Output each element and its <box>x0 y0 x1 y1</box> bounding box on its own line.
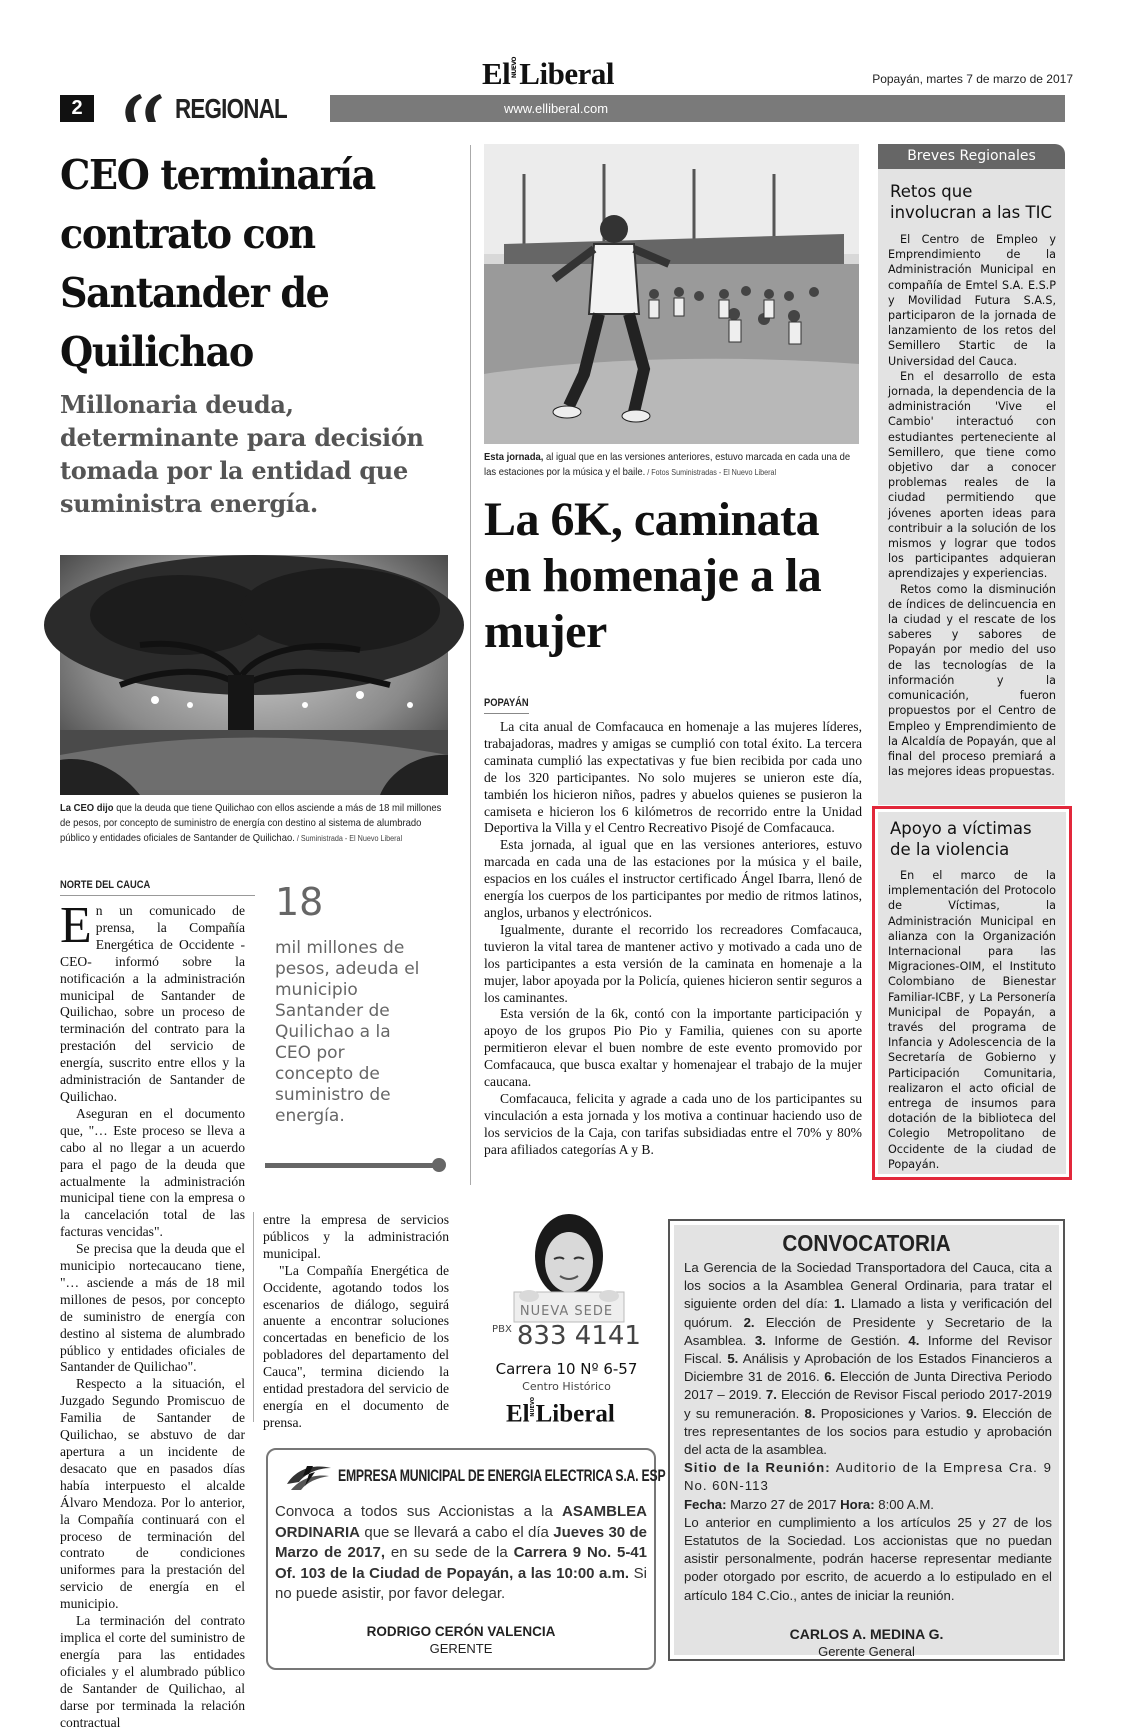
convocatoria-sign-name: CARLOS A. MEDINA G. <box>789 1626 944 1642</box>
agenda-item-number: 1. <box>833 1296 845 1312</box>
agenda-item-text: Elección de tres representantes de los socios para estudio y aprobación del acta de la asamblea. <box>684 1405 1052 1458</box>
brief-2-body <box>888 868 1056 1171</box>
pull-quote-text: mil millones de pesos, adeuda el municipio Santander de Quilichao a la CEO por concepto de suministro de energía. <box>275 938 420 1126</box>
column-separator <box>470 145 471 1185</box>
agenda-item-number: 7. <box>765 1387 777 1403</box>
convocatoria-agenda: La Gerencia de la Sociedad Transportadora del Cauca, cita a los socios a la Asamblea General Ordinaria, para tratar el siguiente orden del día: 1. Llamado a lista y verificación del quórum. 2. Elección de Presidente y Secretario de la Asamblea. 3. Informe de Gestión. 4. Informe del Revisor Fiscal. 5. Análisis y Aprobación de los Estados Financieros a Diciembre 31 de 2016. 6. Elección de Junta Directiva Periodo 2017 – 2019. 7. Elección de Revisor Fiscal periodo 2017-2019 y su remuneración. 8. Proposiciones y Varios. 9. Elección de tres representantes de los socios para estudio y aprobación del acta de la asamblea. <box>684 1260 1052 1458</box>
page-number: 2 <box>60 95 94 122</box>
header-rule <box>330 95 1065 122</box>
agenda-item-text: Informe del Revisor Fiscal. <box>684 1332 1052 1367</box>
ad-logo: ElNUEVOLiberal <box>506 1397 615 1428</box>
convocatoria-fecha: Fecha: Marzo 27 de 2017 Hora: 8:00 A.M. <box>684 1496 934 1512</box>
lightning-swoosh-icon <box>285 1462 333 1492</box>
walk-photo-caption <box>484 450 862 480</box>
article-paragraph: Aseguran en el documento que, "… Este proceso se lleva a cabo al no llegar a un acuerdo para el pago de la deuda que actualmente la administración municipal tiene con la empresa o la cancelación total de las facturas vencidas". <box>60 1105 245 1240</box>
agenda-item-number: 5. <box>727 1351 739 1367</box>
caption-credit: / Fotos Suministradas - El Nuevo Liberal <box>645 468 777 477</box>
article-paragraph: Se precisa que la deuda que el municipio nortecaucano tiene, "… asciende a más de 18 mil millones de pesos, por concepto de suministro de energía con destino al sistema de alumbrado público y entidades oficiales de Santander de Quilichao". <box>60 1241 245 1375</box>
convocatoria-sign-title: Gerente General <box>818 1644 915 1659</box>
agenda-item-number: 9. <box>966 1405 977 1421</box>
empresa-sign-name: RODRIGO CERÓN VALENCIA <box>366 1624 556 1639</box>
article-paragraph: Igualmente, durante el recorrido los recreadores Comfacauca, tuvieron la vital tarea de mantener activo y motivado a cada uno de los participantes a esta versión de la caminata en homenaje a la mujer, labor apoyada por la Policía, quienes hicieron sentir seguros a los caminantes. <box>484 921 862 1005</box>
convocatoria-sitio: Sitio de la Reunión: Auditorio de la Empresa Cra. 9 No. 60N-113 <box>684 1460 1052 1494</box>
breves-header: Breves Regionales <box>878 144 1065 169</box>
brief-paragraph: Retos como la disminución de índices de delincuencia en la ciudad y el rescate de los saberes y sabores de Popayán por medio del uso de las tecnologías de la información y la comunicación, fueron propuestos por el Centro de Empleo y Emprendimiento de la Alcaldía de Popayán, que al final del proceso premiará a las mejores ideas propuestas. <box>888 582 1056 779</box>
pbx-line <box>484 1321 649 1351</box>
left-article-column-1 <box>60 897 245 1730</box>
convocatoria-closing: Lo anterior en cumplimiento a los artículos 25 y 27 de los Estatutos de la Sociedad. Los accionistas que no puedan asistir personalmente, podrán hacerse representar mediante poder otorgado por escrito, de acuerdo a lo estipulado en el artículo 184 C.Cio., antes de iniciar la reunión. <box>684 1514 1052 1603</box>
main-subhead: Millonaria deuda, determinante para decisión tomada por la entidad que suministra energía. <box>60 390 424 518</box>
convocatoria-items <box>684 1296 1052 1457</box>
agenda-item-number: 3. <box>754 1332 766 1348</box>
empresa-body: Convoca a todos sus Accionistas a la ASAMBLEA ORDINARIA que se llevará a cabo el día Jueves 30 de Marzo de 2017, en su sede de la Carrera 9 No. 5-41 Of. 103 de la Ciudad de Popayán, a las 10:00 a.m. Si no puede asistir, por favor delegar. <box>275 1503 647 1602</box>
agenda-item-text: Proposiciones y Varios. <box>815 1405 966 1421</box>
caption-lead: Esta jornada, <box>484 451 544 463</box>
agenda-item-text: Elección de Junta Directiva Periodo 2017 – 2019. <box>684 1369 1052 1403</box>
website-link[interactable]: www.elliberal.com <box>504 101 609 116</box>
pull-quote-number: 18 <box>275 880 324 924</box>
agenda-item-text: Elección de Presidente y Secretario de la Asamblea. <box>684 1314 1052 1348</box>
convocatoria-body <box>684 1259 1052 1605</box>
agenda-item-text: Llamado a lista y verificación del quórum. <box>684 1296 1052 1330</box>
masthead-logo <box>482 56 642 96</box>
brief-1-title: Retos que involucran a las TIC <box>890 182 1052 222</box>
section-quote-icon <box>118 92 170 124</box>
pbx-label: PBX <box>492 1324 512 1335</box>
pull-quote-dot-icon <box>432 1158 446 1172</box>
masthead-liberal: Liberal <box>519 56 614 91</box>
pbx-number[interactable]: 833 4141 <box>516 1321 641 1351</box>
byline-rule <box>484 713 529 714</box>
walk-event-photo <box>484 144 859 444</box>
brief-paragraph: En el marco de la implementación del Protocolo de Víctimas, la Administración Municipal en alianza con la Organización Internacional para las Migraciones-OIM, el Instituto Colombiano de Bienestar Familiar-ICBF, y La Personería Municipal de Popayán, a través del programa de Infancia y Adolescencia de la Secretaría de Gobierno y Participación Comunitaria, realizaron el acto oficial de entrega de insumos para dotación de la biblioteca del Colegio Metropolitano de Occidente de la ciudad de Popayán. <box>888 869 1056 1171</box>
caption-credit: / Suministrada - El Nuevo Liberal <box>294 834 403 843</box>
agenda-item-number: 2. <box>743 1314 755 1330</box>
column-separator <box>253 1212 254 1422</box>
masthead-nuevo: NUEVO <box>511 56 519 78</box>
brief-2-title: Apoyo a víctimas de la violencia <box>890 819 1032 859</box>
ad-centro: Centro Histórico <box>522 1380 611 1393</box>
agenda-item-number: 4. <box>908 1332 920 1348</box>
agenda-item-number: 6. <box>824 1369 836 1385</box>
article-paragraph: Respecto a la situación, el Juzgado Segundo Promiscuo de Familia de Santander de Quilichao, se abstuvo de dar apertura a un incidente de desacato que en pasados días había interpuesto el alcalde Álvaro Mendoza. Por lo anterior, la Compañía continuará con el proceso de terminación del contrato de condiciones uniformes para la prestación del servicio de energía en el municipio. <box>60 1376 245 1612</box>
masthead-el: El <box>482 56 511 91</box>
walk-headline: La 6K, caminata en homenaje a la mujer <box>484 493 822 658</box>
brief-paragraph: En el desarrollo de esta jornada, la dependencia de la administración 'Vive el Cambio' interactuó con estudiantes perteneciente al Semillero, que tiene como objetivo dar a conocer problemas reales de la ciudad permitiendo que jóvenes aporten ideas para contribuir a la solución de los mismos y lograr que todos los participantes adquieran aprendizajes y experiencias. <box>888 369 1056 581</box>
nueva-sede-ad <box>484 1214 649 1444</box>
empresa-name: EMPRESA MUNICIPAL DE ENERGIA ELECTRICA S.A. ESP <box>338 1466 666 1485</box>
byline-rule <box>60 895 255 896</box>
section-label: REGIONAL <box>175 93 287 124</box>
agenda-item-text: Informe de Gestión. <box>765 1332 909 1348</box>
dateline: Popayán, martes 7 de marzo de 2017 <box>872 72 1073 86</box>
brief-1-body <box>888 232 1056 800</box>
walk-article-body <box>484 719 862 1189</box>
agenda-item-text: Elección de Revisor Fiscal periodo 2017-2019 y su remuneración. <box>684 1387 1052 1421</box>
left-byline: NORTE DEL CAUCA <box>60 879 151 891</box>
empresa-sign-title: GERENTE <box>429 1641 493 1656</box>
main-headline: CEO terminaría contrato con Santander de Quilichao <box>60 151 375 376</box>
article-paragraph: La cita anual de Comfacauca en homenaje a las mujeres líderes, trabajadoras, madres y amigas se cumplió con total éxito. La tercera caminata cumplió las expectativas y fue bien recibida por cada uno de los 320 participantes. No solo mujeres se unieron este día, también los hicieron niños, padres y abuelos quienes se pusieron la camiseta e hicieron los 6 kilómetros de recorrido entre la Unidad Deportiva la Villa y el Centro Recreativo Pisojé de Comfacauca. <box>484 719 862 836</box>
nueva-sede-label: NUEVA SEDE <box>519 1304 614 1319</box>
article-paragraph: Comfacauca, felicita y agrade a cada uno de los participantes su vinculación a esta jornada y los motiva a continuar haciendo uso de los servicios de la Caja, con tarifas subsidiadas entre el 70% y 80% para afiliados categorías A y B. <box>484 1090 862 1157</box>
walk-byline: POPAYÁN <box>484 697 529 709</box>
pull-quote-rule <box>265 1163 435 1168</box>
article-paragraph: entre la empresa de servicios públicos y la administración municipal. <box>263 1212 449 1261</box>
caption-text: al igual que en las versiones anteriores, estuvo marcada en cada una de las estaciones por la música y el baile. <box>484 451 851 478</box>
left-article-column-2 <box>263 1212 449 1432</box>
tree-photo <box>60 555 448 795</box>
article-paragraph: Esta versión de la 6k, contó con la importante participación y apoyo de los grupos Pio Pio y Familia, quienes con su aporte permitieron elevar el buen nombre de este evento promovido por Comfacauca, que busca exaltar y homenajear el trabajo de la mujer caucana. <box>484 1006 862 1090</box>
agenda-item-number: 8. <box>804 1405 816 1421</box>
tree-photo-caption <box>60 801 452 846</box>
caption-text: que la deuda que tiene Quilichao con ellos asciende a más de 18 mil millones de pesos, por concepto de suministro de energía con destino al sistema de alumbrado público y entidades oficiales de Santander de Quilichao. <box>60 802 442 844</box>
dropcap: E <box>60 897 92 954</box>
article-paragraph: "La Compañía Energética de Occidente, agotando todos los escenarios de diálogo, seguirá anuente a encontrar soluciones concertadas en beneficio de los pobladores del departamento del Cauca", termina diciendo la entidad prestadora del servicio de energía en el documento de prensa. <box>263 1262 449 1430</box>
convocatoria-title: CONVOCATORIA <box>782 1230 951 1256</box>
brief-paragraph: El Centro de Empleo y Emprendimiento de la Administración Municipal en compañía de Emtel S.A. E.S.P y Movilidad Futura S.A.S, participaron de la jornada de lanzamiento de los retos del Semillero Startic de la Universidad del Cauca. <box>888 233 1056 368</box>
article-paragraph: La terminación del contrato implica el corte del suministro de energía para las entidades oficiales y el alumbrado público de Santander de Quilichao, al darse por terminada la relación contractual <box>60 1613 245 1730</box>
ad-address: Carrera 10 Nº 6-57 <box>495 1360 638 1378</box>
agenda-item-text: Análisis y Aprobación de los Estados Financieros a Diciembre 31 de 2016. <box>684 1351 1052 1385</box>
article-paragraph: Esta jornada, al igual que en las versiones anteriores, estuvo marcada en cada una de las estaciones por la música y el baile, espacios en los cuáles el instructor certificado Ángel Ibarra, llenó de energía los cuerpos de los participantes por medio de ritmos latinos, anglos, urbanos y electrónicos. <box>484 837 862 920</box>
caption-lead: La CEO dijo <box>60 802 114 814</box>
article-paragraph: En un comunicado de prensa, la Compañía Energética de Occidente -CEO- informó sobre la notificación a la administración municipal de Santander de Quilichao, sobre un proceso de terminación del contrato para la prestación del servicio de energía, suscrito entre ellos y la administración de Santander de Quilichao. <box>60 897 245 1104</box>
